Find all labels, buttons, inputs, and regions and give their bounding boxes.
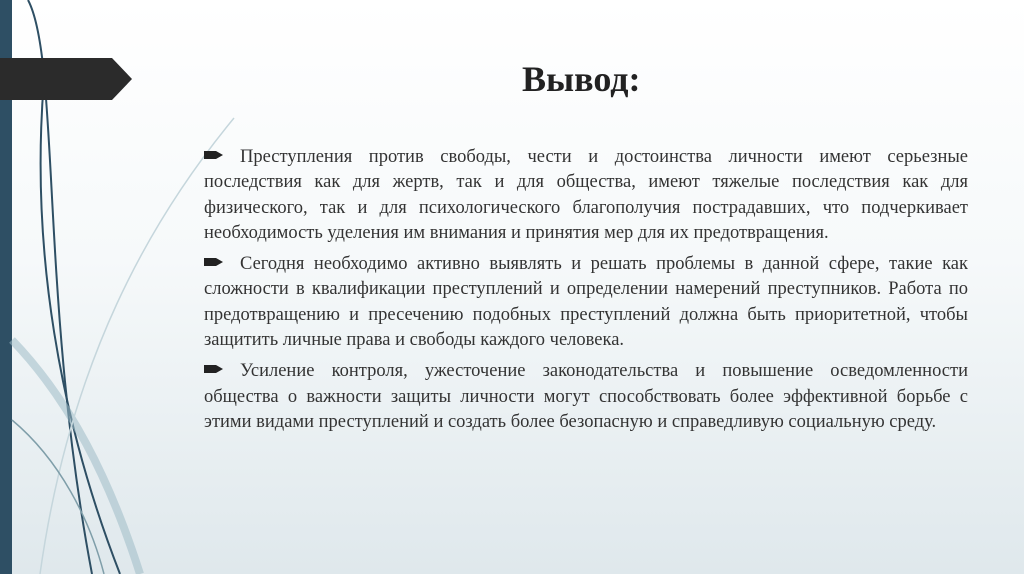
- bullet-text: Преступления против свободы, чести и достоинства личности имеют серьезные последствия как для жертв, так и для общества, имеют тяжелые последствия как для физического, так и для психологического благополучия пострадавших, что подчеркивает необходимость уделения им внимания и принятия мер для их предотвращения.: [204, 147, 968, 243]
- pen-arrow-icon: [204, 149, 224, 161]
- pen-arrow-icon: [204, 256, 224, 268]
- bullet-item: [204, 359, 968, 435]
- pen-arrow-icon: [204, 363, 224, 375]
- bullet-text: Сегодня необходимо активно выявлять и решать проблемы в данной сфере, такие как сложности в квалификации преступлений и определении намерений преступников. Работа по предотвращению и пресечению подобных преступлений должна быть приоритетной, чтобы защитить личные права и свободы каждого человека.: [204, 254, 968, 351]
- title-arrow-tab: [0, 58, 132, 100]
- bullet-item: [204, 252, 968, 353]
- bullet-text: Усиление контроля, ужесточение законодательства и повышение осведомленности общества о важности защиты личности могут способствовать более эффективной борьбе с этими видами преступлений и создать более безопасную и справедливую социальную среду.: [204, 361, 968, 432]
- bullet-list: [204, 145, 968, 441]
- bullet-item: [204, 145, 968, 246]
- slide-title: Вывод:: [522, 59, 641, 99]
